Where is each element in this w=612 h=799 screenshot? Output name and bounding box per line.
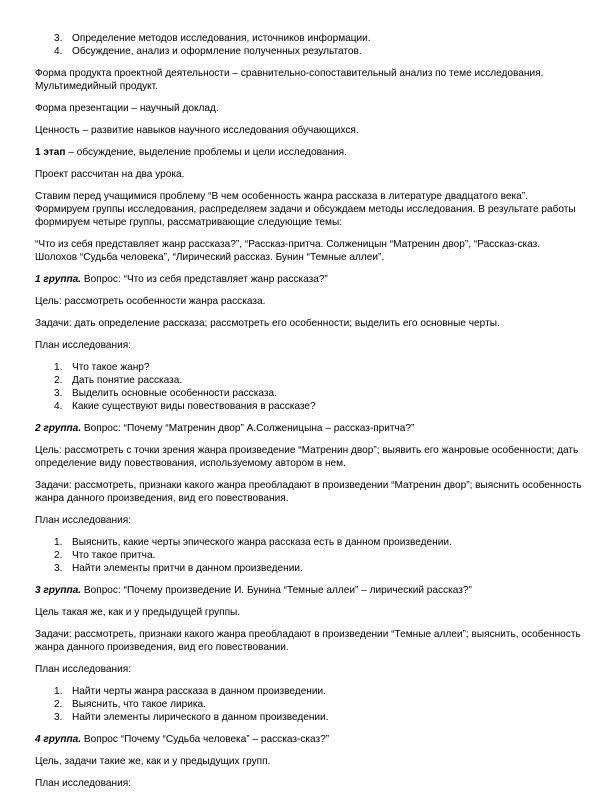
group2-plan-label: План исследования: — [35, 515, 131, 526]
group2-tasks: Задачи: рассмотреть, признаки какого жанра преобладают в произведении “Матренин двор”; выяснить особенность жанра данного произведения, вид его повествования. — [35, 480, 582, 504]
group1-plan-list — [35, 361, 583, 413]
presentation-form-paragraph: Форма презентации – научный доклад. — [35, 103, 219, 114]
group3-heading: 3 группа. Вопрос: “Почему произведение И. Бунина “Темные аллеи” – лирический рассказ?” — [35, 585, 472, 596]
group2-plan-list — [35, 536, 583, 575]
group4-heading: 4 группа. Вопрос “Почему “Судьба человека” – рассказ-сказ?” — [35, 734, 330, 745]
list-item: 4. Обсуждение, анализ и оформление полученных результатов. — [54, 46, 362, 57]
list-item: 4. Какие существуют виды повествования в рассказе? — [54, 401, 316, 412]
group2-label: 2 группа. — [35, 423, 82, 434]
group4-plan-label: План исследования: — [35, 778, 131, 789]
document-page — [35, 32, 583, 799]
value-paragraph: Ценность – развитие навыков научного исследования обучающихся. — [35, 125, 359, 136]
group1-label: 1 группа. — [35, 274, 82, 285]
group2-goal: Цель: рассмотреть с точки зрения жанра произведение “Матренин двор”; выявить его жанровые особенности; дать определение виду повествования, используемому автором в нем. — [35, 445, 579, 469]
group3-label: 3 группа. — [35, 585, 82, 596]
list-item: 1. Найти черты жанра рассказа в данном произведении. — [54, 686, 326, 697]
group4-goal: Цель, задачи такие же, как и у предыдущих групп. — [35, 756, 271, 767]
numbered-list-top — [35, 32, 583, 58]
stage1-label: 1 этап — [35, 147, 66, 158]
list-item: 3. Найти элементы лирического в данном произведении. — [54, 712, 329, 723]
group3-plan-list — [35, 685, 583, 724]
list-item: 3. Выделить основные особенности рассказа. — [54, 388, 277, 399]
lessons-paragraph: Проект рассчитан на два урока. — [35, 169, 185, 180]
group1-heading: 1 группа. Вопрос: “Что из себя представляет жанр рассказа?” — [35, 274, 328, 285]
list-item: 3. Найти элементы притчи в данном произведении. — [54, 563, 303, 574]
group1-goal: Цель: рассмотреть особенности жанра рассказа. — [35, 296, 266, 307]
list-item: 2. Выяснить, что такое лирика. — [54, 699, 206, 710]
product-form-paragraph: Форма продукта проектной деятельности – сравнительно-сопоставительный анализ по теме исследования. Мультимедийный продукт. — [35, 68, 544, 92]
stage1-paragraph: 1 этап – обсуждение, выделение проблемы и цели исследования. — [35, 147, 347, 158]
group4-label: 4 группа. — [35, 734, 82, 745]
list-item: 1. Выяснить, какие черты эпического жанра рассказа есть в данном произведении. — [54, 537, 452, 548]
list-item: 1. Что такое жанр? — [54, 362, 150, 373]
list-item: 2. Дать понятие рассказа. — [54, 375, 183, 386]
group3-goal: Цель такая же, как и у предыдущей группы. — [35, 607, 241, 618]
group1-tasks: Задачи: дать определение рассказа; рассмотреть его особенности; выделить его основные черты. — [35, 318, 500, 329]
problem-paragraph: Ставим перед учащимися проблему “В чем особенность жанра рассказа в литературе двадцатого века”. Формируем группы исследования, распределяем задачи и обсуждаем методы исследования. В результате работы формируем четыре группы, рассматривающие следующие темы: — [35, 191, 576, 228]
group2-heading: 2 группа. Вопрос: “Почему “Матренин двор” А.Солженицына – рассказ-притча?” — [35, 423, 415, 434]
topics-paragraph: “Что из себя представляет жанр рассказа?”, “Рассказ-притча. Солженицын “Матренин двор”, “Рассказ-сказ. Шолохов “Судьба человека”, “Лирический рассказ. Бунин “Темные аллеи”. — [35, 239, 541, 263]
list-item: 2. Что такое притча. — [54, 550, 156, 561]
group3-tasks: Задачи: рассмотреть, признаки какого жанра преобладают в произведении “Темные аллеи”; выяснить, особенность жанра данного произведения, вид его повествовании. — [35, 629, 581, 653]
group3-plan-label: План исследования: — [35, 664, 131, 675]
group1-plan-label: План исследования: — [35, 340, 131, 351]
list-item: 3. Определение методов исследования, источников информации. — [54, 33, 371, 44]
